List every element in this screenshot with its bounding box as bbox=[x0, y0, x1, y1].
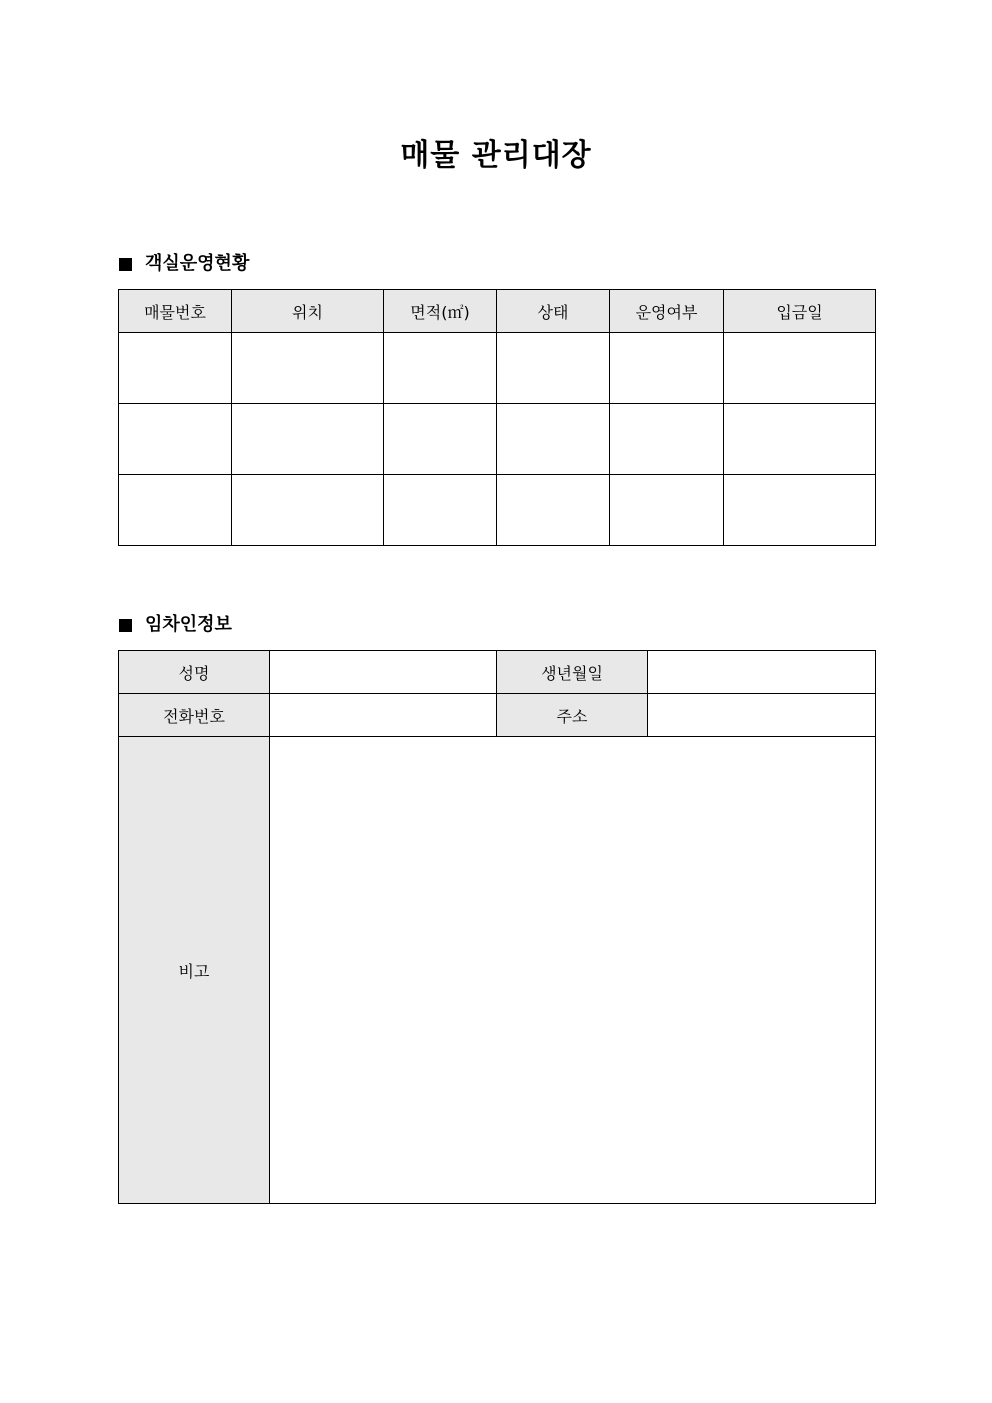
column-header-property-number: 매물번호 bbox=[119, 290, 232, 333]
section-heading-label: 객실운영현황 bbox=[145, 253, 250, 274]
table-cell[interactable] bbox=[724, 404, 876, 475]
table-row bbox=[119, 694, 876, 737]
table-cell[interactable] bbox=[384, 333, 497, 404]
table-row bbox=[119, 333, 876, 404]
phone-field[interactable] bbox=[270, 694, 497, 737]
table-row bbox=[119, 404, 876, 475]
phone-label: 전화번호 bbox=[119, 694, 270, 737]
column-header-deposit-date: 입금일 bbox=[724, 290, 876, 333]
name-label: 성명 bbox=[119, 651, 270, 694]
name-field[interactable] bbox=[270, 651, 497, 694]
table-cell[interactable] bbox=[232, 333, 384, 404]
table-cell[interactable] bbox=[497, 404, 610, 475]
table-cell[interactable] bbox=[724, 333, 876, 404]
table-cell[interactable] bbox=[119, 333, 232, 404]
black-square-icon bbox=[119, 619, 132, 632]
table-cell[interactable] bbox=[384, 404, 497, 475]
table-cell[interactable] bbox=[610, 404, 724, 475]
column-header-area: 면적(㎡) bbox=[384, 290, 497, 333]
table-row bbox=[119, 475, 876, 546]
table-cell[interactable] bbox=[384, 475, 497, 546]
tenant-info-table bbox=[118, 650, 876, 1204]
section-heading-room-status bbox=[119, 251, 249, 277]
address-field[interactable] bbox=[648, 694, 876, 737]
table-cell[interactable] bbox=[232, 475, 384, 546]
birthdate-field[interactable] bbox=[648, 651, 876, 694]
section-heading-label: 임차인정보 bbox=[145, 614, 232, 635]
remarks-label: 비고 bbox=[119, 737, 270, 1204]
table-row bbox=[119, 737, 876, 1204]
column-header-location: 위치 bbox=[232, 290, 384, 333]
address-label: 주소 bbox=[497, 694, 648, 737]
birthdate-label: 생년월일 bbox=[497, 651, 648, 694]
table-row bbox=[119, 651, 876, 694]
table-cell[interactable] bbox=[610, 333, 724, 404]
table-cell[interactable] bbox=[497, 333, 610, 404]
room-status-table bbox=[118, 289, 876, 546]
table-cell[interactable] bbox=[119, 475, 232, 546]
table-header-row bbox=[119, 290, 876, 333]
black-square-icon bbox=[119, 258, 132, 271]
section-heading-tenant-info bbox=[119, 612, 232, 638]
column-header-operation: 운영여부 bbox=[610, 290, 724, 333]
table-cell[interactable] bbox=[232, 404, 384, 475]
table-cell[interactable] bbox=[610, 475, 724, 546]
page-title: 매물 관리대장 bbox=[400, 138, 592, 173]
table-cell[interactable] bbox=[724, 475, 876, 546]
table-cell[interactable] bbox=[119, 404, 232, 475]
column-header-status: 상태 bbox=[497, 290, 610, 333]
remarks-field[interactable] bbox=[270, 737, 876, 1204]
table-cell[interactable] bbox=[497, 475, 610, 546]
